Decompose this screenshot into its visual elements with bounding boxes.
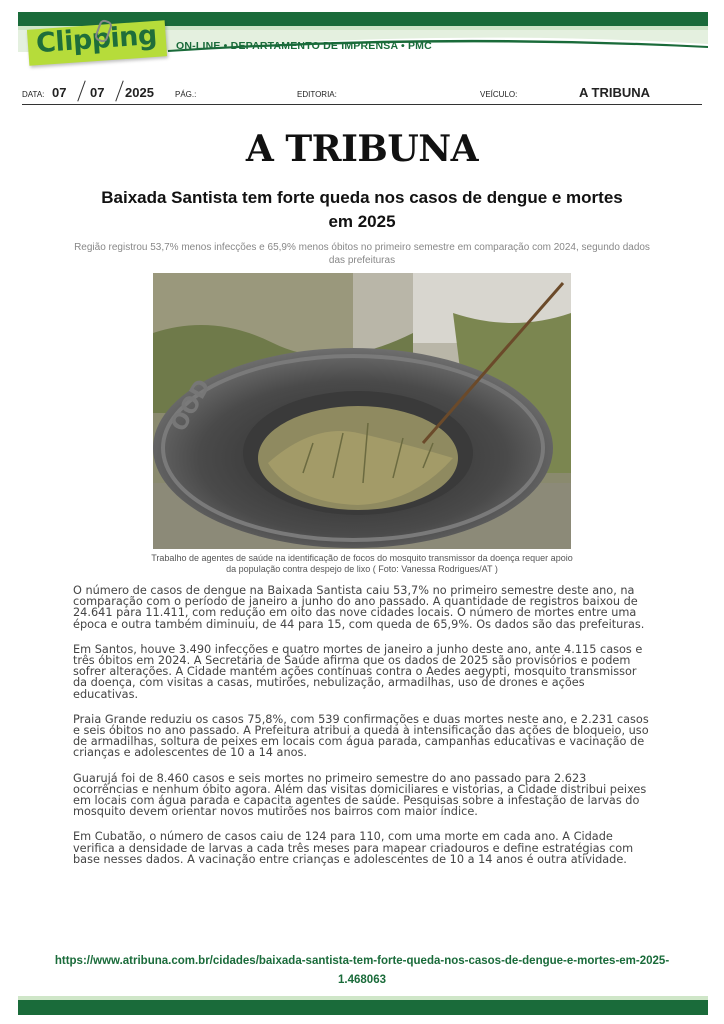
clipping-logo-text: Clipping [35, 19, 158, 60]
article-paragraph: Em Cubatão, o número de casos caiu de 124 para 110, com uma morte em cada ano. A Cidade verifica a densidade de larvas a cada três meses para mapear criadouros e define estratégias com base nesses dados. A vacinação entre crianças e adolescentes de 10 a 14 anos é outra atividade. [73, 830, 634, 866]
article-paragraph: Praia Grande reduziu os casos 75,8%, com 539 confirmações e duas mortes neste ano, e 2.231 casos e seis óbitos no ano passado. A Prefeitura atribui a queda à intensificação das ações de bloqueio, uso de armadilhas, soltura de peixes em locais com água parada, campanhas educativas e vacinação de crianças e adolescentes de 10 a 14 anos. [73, 712, 649, 760]
svg-text:OOD: OOD [166, 375, 217, 436]
department-label: ON-LINE • DEPARTAMENTO DE IMPRENSA • PMC [176, 40, 432, 52]
article-paragraph: Em Santos, houve 3.490 infecções e quatro mortes de janeiro a junho deste ano, ante 4.115 casos e três óbitos em 2024. A Secretaria de Saúde afirma que os dados de 2025 são provisórios e podem sofrer alterações. A Cidade mantém ações contínuas contra o Aedes aegypti, mosquito transmissor da doença, com visitas a casas, mutirões, nebulização, armadilhas, uso de drones e ações educativas. [73, 642, 643, 701]
newspaper-masthead: A TRIBUNA [245, 128, 479, 170]
date-separator [77, 80, 85, 101]
page-label: PÁG.: [175, 90, 197, 99]
article-body [73, 585, 651, 879]
date-separator [115, 80, 123, 101]
article-paragraph: O número de casos de dengue na Baixada Santista caiu 53,7% no primeiro semestre deste ano, na comparação com o período de janeiro a junho do ano passado. A quantidade de registros baixou de 24.641 para 11.411, com redução em oito das nove cidades locais. O número de mortes entre uma época e outra também diminuiu, de 44 para 15, com queda de 65,9%. Os dados são das prefeituras. [73, 584, 645, 631]
date-month: 07 [90, 85, 105, 100]
veiculo-value: A TRIBUNA [579, 85, 651, 100]
footer-bar [18, 1000, 708, 1015]
editoria-label: EDITORIA: [297, 90, 337, 99]
date-label: DATA: [22, 90, 45, 99]
article-source-link[interactable]: https://www.atribuna.com.br/cidades/baixada-santista-tem-forte-queda-nos-casos-de-dengue-e-mortes-em-2025-1.468063 [54, 955, 670, 986]
article-paragraph: Guarujá foi de 8.460 casos e seis mortes no primeiro semestre do ano passado para 2.623 ocorrências e nenhum óbito agora. Além das visitas domiciliares e vistorias, a Cidade distribui peixes em locais com água parada e capacita agentes de saúde. Pesquisas sobre a infestação de larvas do mosquito devem orientar novos mutirões nos bairros com maior índice. [73, 771, 647, 819]
article-subheadline: Região registrou 53,7% menos infecções e 65,9% menos óbitos no primeiro semestre em comparação com 2024, segundo dados das prefeituras [74, 242, 650, 266]
meta-divider [22, 104, 702, 105]
photo-caption: Trabalho de agentes de saúde na identificação de focos do mosquito transmissor da doença requer apoio da população contra despejo de lixo ( Foto: Vanessa Rodrigues/AT ) [151, 553, 573, 574]
article-photo-tire [153, 273, 571, 549]
date-day: 07 [52, 85, 67, 100]
date-year: 2025 [125, 85, 154, 100]
veiculo-label: VEÍCULO: [480, 90, 518, 99]
article-headline: Baixada Santista tem forte queda nos casos de dengue e mortes em 2025 [101, 188, 623, 231]
